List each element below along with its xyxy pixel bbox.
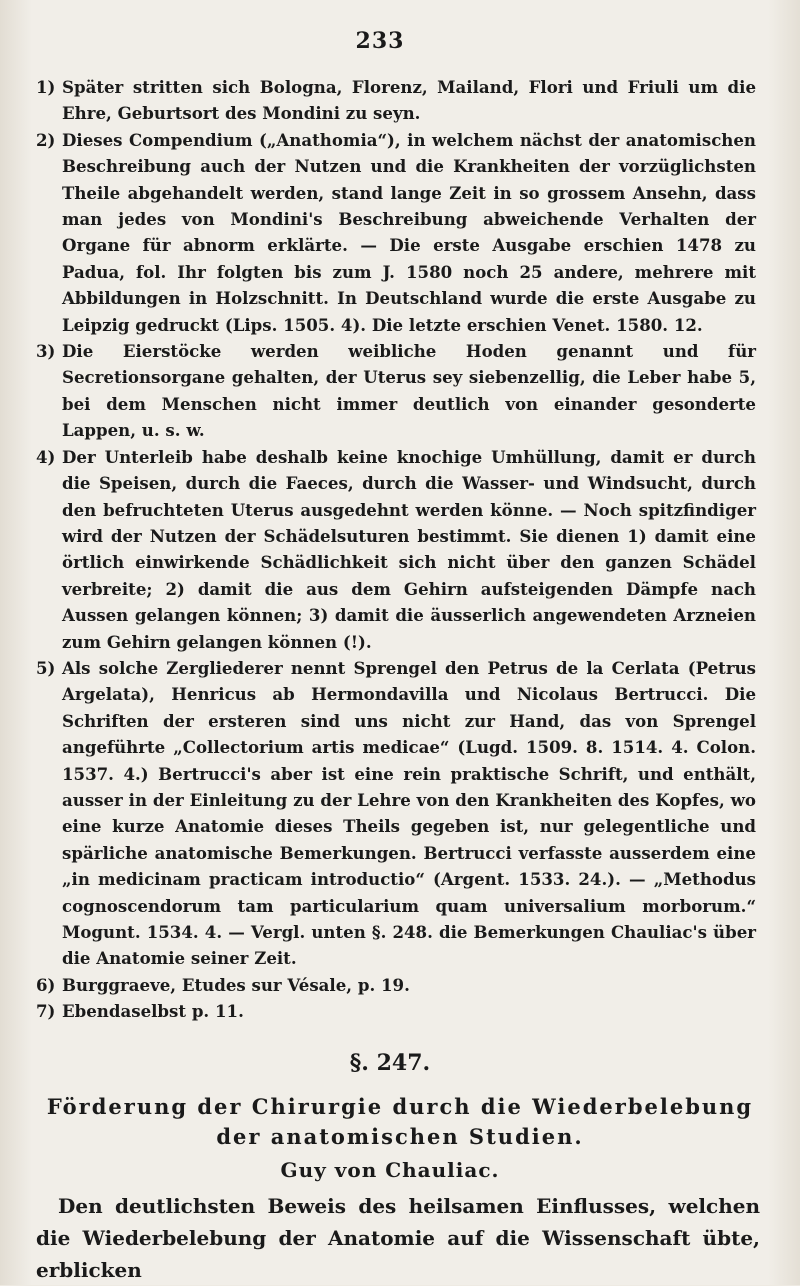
footnote-text: Später stritten sich Bologna, Florenz, Mailand, Flori und Friuli um die Ehre, Geburtsort des Mondini zu seyn. (62, 77, 756, 124)
footnote-number: 1) (36, 77, 56, 97)
footnote (36, 972, 756, 998)
section-number: §. 247. (349, 1050, 431, 1076)
footnote-number: 3) (36, 341, 56, 362)
footnote-number: 7) (36, 1001, 56, 1022)
body-paragraph: Den deutlichsten Beweis des heilsamen Einflusses, welchen die Wiederbelebung der Anatomie auf die Wissenschaft übte, erblicken (36, 1194, 760, 1282)
section-title-line: der anatomischen Studien. (216, 1124, 584, 1149)
section-title (30, 1092, 770, 1152)
footnote (36, 444, 756, 655)
footnote (36, 998, 756, 1024)
footnote-number: 5) (36, 657, 56, 678)
footnote-number: 4) (36, 446, 56, 467)
footnote (36, 338, 756, 444)
footnote-number: 2) (36, 129, 56, 150)
page-number: 233 (355, 28, 405, 54)
footnote (36, 655, 756, 972)
footnote-number: 6) (36, 974, 56, 995)
section-title-line: Förderung der Chirurgie durch die Wiederbelebung (46, 1094, 754, 1119)
section-subtitle: Guy von Chauliac. (280, 1158, 500, 1182)
footnote-text: Dieses Compendium („Anathomia“), in welchem nächst der anatomischen Beschreibung auch der Nutzen und die Krankheiten der vorzüglichsten Theile abgehandelt werden, stand lange Zeit in so grossem Ansehn, dass man jedes von Mondini's Beschreibung abweichende Verhalten der Organe für abnorm erklärte. — Die erste Ausgabe erschien 1478 zu Padua, fol. Ihr folgten bis zum J. 1580 noch 25 andere, mehrere mit Abbildungen in Holzschnitt. In Deutschland wurde die erste Ausgabe zu Leipzig gedruckt (Lips. 1505. 4). Die letzte erschien Venet. 1580. 12. (62, 129, 756, 335)
footnote (36, 127, 756, 338)
footnote-text: Ebendaselbst p. 11. (62, 1001, 244, 1022)
footnote-text: Der Unterleib habe deshalb keine knochige Umhüllung, damit er durch die Speisen, durch die Faeces, durch die Wasser- und Windsucht, durch den befruchteten Uterus ausgedehnt werden könne. — Noch spitzfindiger wird der Nutzen der Schädelsuturen bestimmt. Sie dienen 1) damit eine örtlich einwirkende Schädlichkeit sich nicht über den ganzen Schädel verbreite; 2) damit die aus dem Gehirn aufsteigenden Dämpfe nach Aussen gelangen können; 3) damit die äusserlich angewendeten Arzneien zum Gehirn gelangen können (!). (62, 446, 756, 652)
footnotes (36, 74, 756, 1025)
footnote-text: Burggraeve, Etudes sur Vésale, p. 19. (62, 974, 410, 995)
footnote-text: Die Eierstöcke werden weibliche Hoden genannt und für Secretionsorgane gehalten, der Uterus sey siebenzellig, die Leber habe 5, bei dem Menschen nicht immer deutlich von einander gesonderte Lappen, u. s. w. (62, 341, 756, 441)
footnote-text: Als solche Zergliederer nennt Sprengel den Petrus de la Cerlata (Petrus Argelata), Henricus ab Hermondavilla und Nicolaus Bertrucci. Die Schriften der ersteren sind uns nicht zur Hand, das von Sprengel angeführte „Collectorium artis medicae“ (Lugd. 1509. 8. 1514. 4. Colon. 1537. 4.) Bertrucci's aber ist eine rein praktische Schrift, und enthält, ausser in der Einleitung zu der Lehre von den Krankheiten des Kopfes, wo eine kurze Anatomie dieses Theils gegeben ist, nur gelegentliche und spärliche anatomische Bemerkungen. Bertrucci verfasste ausserdem eine „in medicinam practicam introductio“ (Argent. 1533. 24.). — „Methodus cognoscendorum tam particularium quam universalium morborum.“ Mogunt. 1534. 4. — Vergl. unten §. 248. die Bemerkungen Chauliac's über die Anatomie seiner Zeit. (62, 657, 756, 969)
footnote (36, 74, 756, 127)
